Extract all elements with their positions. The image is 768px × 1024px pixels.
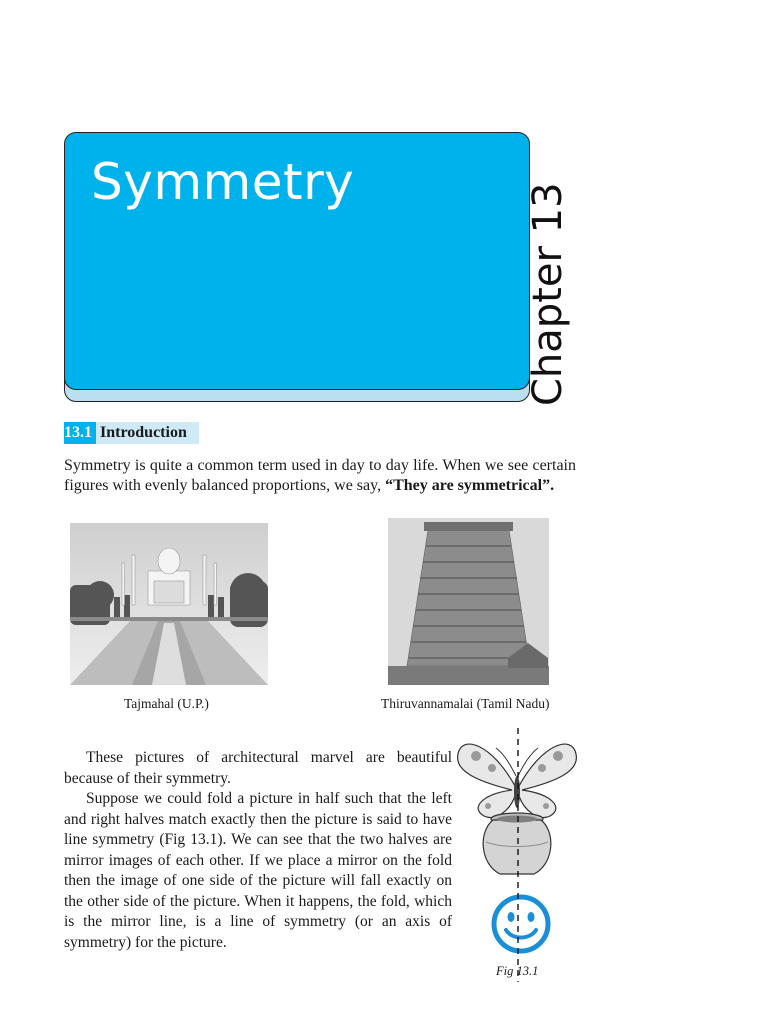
temple-photo — [388, 518, 549, 685]
intro-emphasis: “They are symmetrical”. — [385, 477, 555, 494]
temple-image — [388, 518, 549, 685]
smiley-icon — [494, 897, 548, 951]
chapter-title: Symmetry — [91, 153, 355, 211]
chapter-banner — [64, 132, 530, 390]
temple-caption: Thiruvannamalai (Tamil Nadu) — [381, 696, 550, 711]
tajmahal-image — [70, 523, 268, 685]
figure-caption: Fig 13.1 — [496, 964, 539, 978]
body-text — [64, 748, 452, 953]
section-heading — [64, 422, 199, 444]
figure-13-1 — [452, 724, 582, 984]
body-paragraph-1: These pictures of architectural marvel are beautiful because of their symmetry. — [64, 749, 452, 787]
chapter-number: Chapter 13 — [525, 182, 571, 406]
pot-icon — [483, 813, 551, 874]
body-paragraph-2: Suppose we could fold a picture in half such that the left and right halves match exactly then the picture is said to have line symmetry (Fig 13.1). We can see that the two halves are mirror images of each other. If we place a mirror on the fold then the image of one side of the picture will fall exactly on the other side of the picture. When it happens, the fold, which is the mirror line, is a line of symmetry (or an axis of symmetry) for the picture. — [64, 790, 452, 951]
intro-text: Symmetry is quite a common term used in day to day life. When we see certain figures with evenly balanced proportions, we say, — [64, 457, 576, 494]
symmetry-figure — [452, 724, 582, 984]
section-number: 13.1 — [64, 422, 96, 444]
tajmahal-caption: Tajmahal (U.P.) — [124, 696, 209, 711]
section-title: Introduction — [100, 424, 187, 441]
intro-paragraph — [64, 456, 576, 496]
butterfly-icon — [458, 744, 577, 818]
tajmahal-photo — [70, 523, 268, 685]
